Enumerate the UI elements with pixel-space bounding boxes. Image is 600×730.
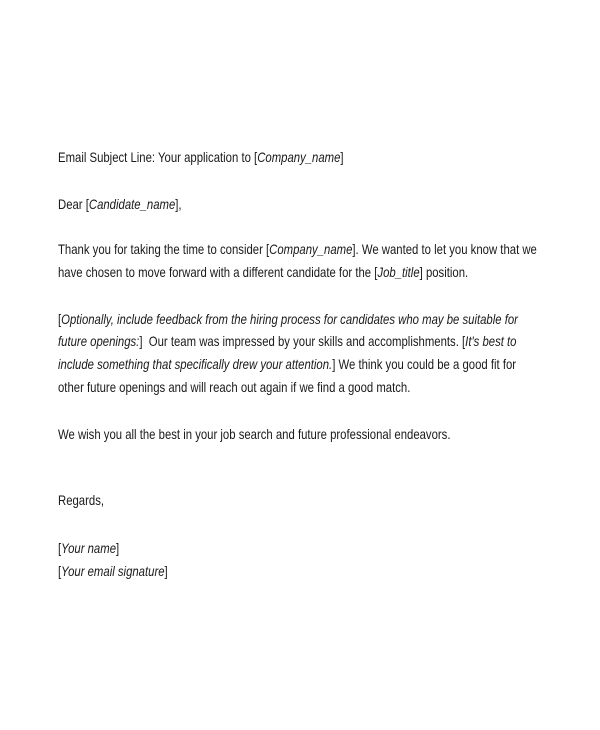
text-segment: ] (164, 563, 168, 579)
closing-paragraph (58, 425, 451, 443)
body-line (58, 378, 410, 396)
body-line (58, 332, 516, 350)
body-line (58, 355, 516, 373)
text-segment: Regards, (58, 492, 105, 508)
sign-off (58, 491, 104, 509)
signature-name (58, 539, 119, 557)
signature-email (58, 562, 168, 580)
text-segment: [ (58, 563, 62, 579)
subject-line (58, 148, 344, 166)
text-segment: other future openings and will reach out again if we find a good match. (58, 379, 411, 395)
salutation (58, 195, 182, 213)
placeholder-text: Company_name (269, 241, 353, 257)
text-segment: have chosen to move forward with a different candidate for the [ (58, 264, 378, 280)
placeholder-text: It's best to (465, 333, 517, 349)
placeholder-text: Candidate_name (88, 196, 176, 212)
placeholder-text: future openings: (58, 333, 140, 349)
body-line (58, 263, 468, 281)
text-segment: ] position. (419, 264, 469, 280)
placeholder-text: Your name (61, 540, 117, 556)
body-line (58, 310, 518, 328)
text-segment: ] Our team was impressed by your skills and accomplishments. [ (139, 333, 466, 349)
text-segment: Email Subject Line: Your application to [ (58, 149, 258, 165)
text-segment: ] We think you could be a good fit for (332, 356, 517, 372)
text-segment: We wish you all the best in your job search and future professional endeavors. (58, 426, 451, 442)
text-segment: [ (58, 311, 62, 327)
placeholder-text: Your email signature (61, 563, 165, 579)
text-segment: Thank you for taking the time to consider [ (58, 241, 270, 257)
placeholder-text: include something that specifically drew your attention. (58, 356, 333, 372)
body-line (58, 240, 537, 258)
placeholder-text: Optionally, include feedback from the hiring process for candidates who may be suitable for (61, 311, 518, 327)
text-segment: ] (340, 149, 344, 165)
text-segment: ] (116, 540, 120, 556)
text-segment: [ (58, 540, 62, 556)
placeholder-text: Job_title (377, 264, 420, 280)
text-segment: ], (175, 196, 182, 212)
text-segment: ]. We wanted to let you know that we (352, 241, 537, 257)
text-segment: Dear [ (58, 196, 89, 212)
placeholder-text: Company_name (257, 149, 341, 165)
